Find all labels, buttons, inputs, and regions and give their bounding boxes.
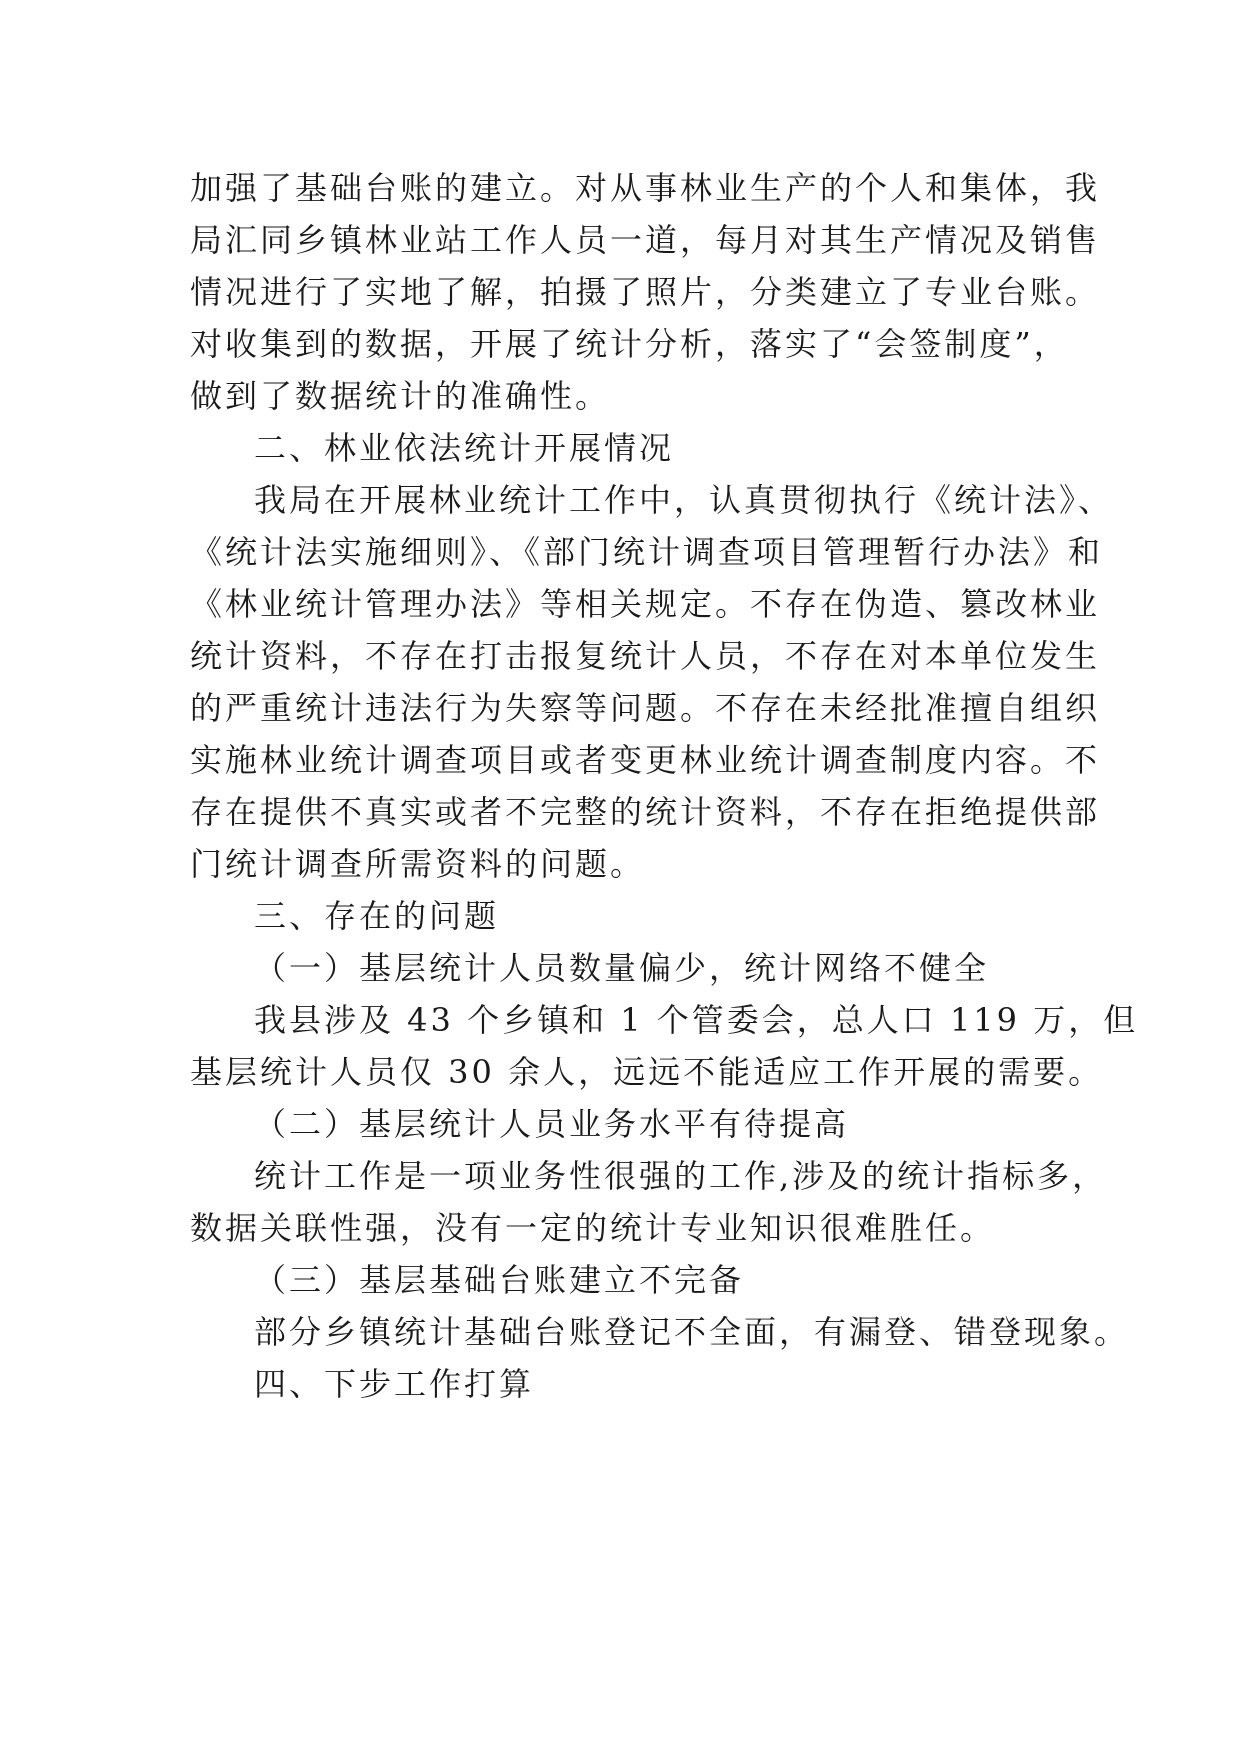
- section-heading: 二、林业依法统计开展情况: [254, 429, 675, 467]
- body-text-line: 我局在开展林业统计工作中，认真贯彻执行《统计法》、: [254, 481, 1114, 519]
- subsection-heading: （二）基层统计人员业务水平有待提高: [254, 1105, 850, 1143]
- body-text-line: 情况进行了实地了解，拍摄了照片，分类建立了专业台账。: [190, 273, 1101, 311]
- body-text-line: 《统计法实施细则》、《部门统计调查项目管理暂行办法》和: [190, 533, 1104, 571]
- body-text-line: 局汇同乡镇林业站工作人员一道，每月对其生产情况及销售: [190, 221, 1101, 259]
- section-heading: 四、下步工作打算: [254, 1365, 535, 1403]
- body-text-line: 统计工作是一项业务性很强的工作,涉及的统计指标多，: [254, 1157, 1108, 1195]
- body-text-line: 的严重统计违法行为失察等问题。不存在未经批准擅自组织: [190, 689, 1101, 727]
- body-text-line: 门统计调查所需资料的问题。: [190, 845, 646, 883]
- body-text-line: 做到了数据统计的准确性。: [190, 377, 611, 415]
- body-text-line: 存在提供不真实或者不完整的统计资料，不存在拒绝提供部: [190, 793, 1101, 831]
- body-text-line: 对收集到的数据，开展了统计分析，落实了“会签制度”，: [190, 325, 1069, 363]
- body-text-line: 数据关联性强，没有一定的统计专业知识很难胜任。: [190, 1209, 996, 1247]
- body-text-line: 基层统计人员仅 30 余人，远远不能适应工作开展的需要。: [190, 1053, 1104, 1091]
- body-text-line: 我县涉及 43 个乡镇和 1 个管委会，总人口 119 万，但: [254, 1001, 1139, 1039]
- body-text-line: 统计资料，不存在打击报复统计人员，不存在对本单位发生: [190, 637, 1101, 675]
- body-text-line: 实施林业统计调查项目或者变更林业统计调查制度内容。不: [190, 741, 1101, 779]
- body-text-line: 《林业统计管理办法》等相关规定。不存在伪造、篡改林业: [190, 585, 1101, 623]
- subsection-heading: （三）基层基础台账建立不完备: [254, 1261, 745, 1299]
- subsection-heading: （一）基层统计人员数量偏少，统计网络不健全: [254, 949, 990, 987]
- section-heading: 三、存在的问题: [254, 897, 500, 935]
- body-text-line: 加强了基础台账的建立。对从事林业生产的个人和集体，我: [190, 169, 1101, 207]
- body-text-line: 部分乡镇统计基础台账登记不全面，有漏登、错登现象。: [254, 1313, 1130, 1351]
